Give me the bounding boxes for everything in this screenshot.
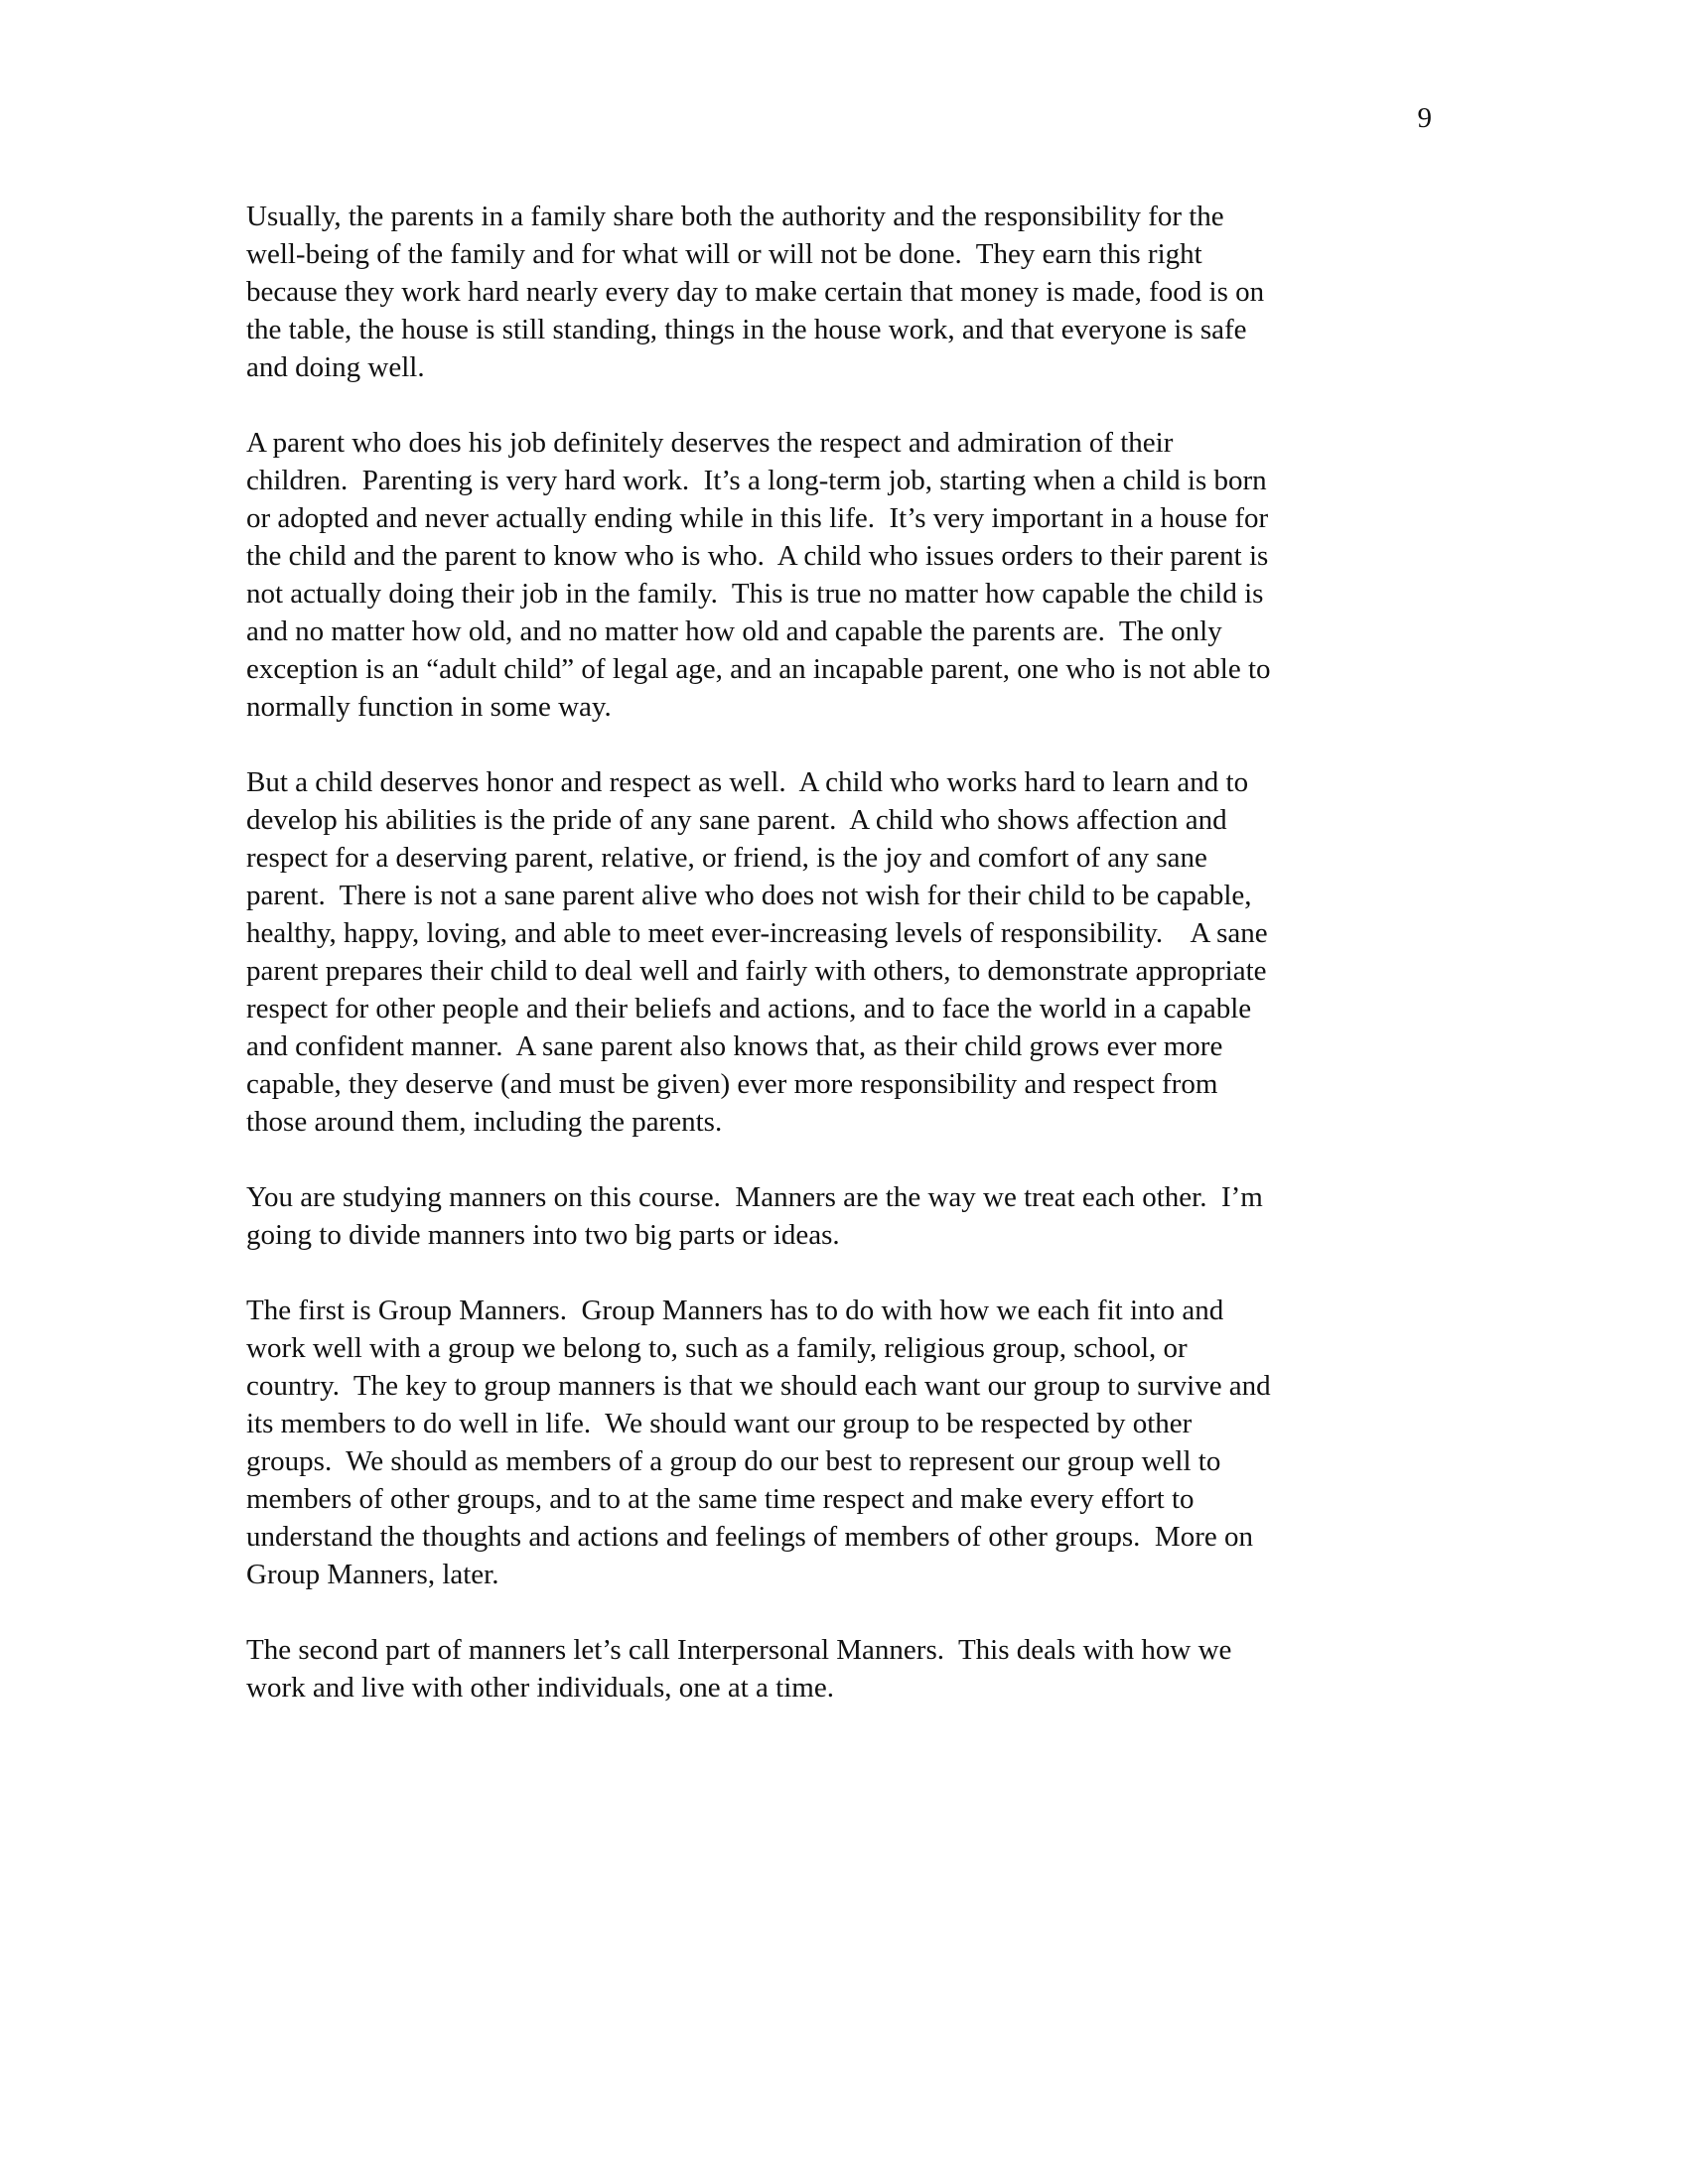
text-line: The second part of manners let’s call Interpersonal Manners. This deals with how we <box>246 1634 1232 1666</box>
text-line: and confident manner. A sane parent also knows that, as their child grows ever more <box>246 1030 1223 1062</box>
text-line: work and live with other individuals, one at a time. <box>246 1672 834 1704</box>
text-line: those around them, including the parents. <box>246 1106 723 1138</box>
text-line: respect for other people and their beliefs and actions, and to face the world in a capable <box>246 993 1252 1024</box>
text-line: exception is an “adult child” of legal age, and an incapable parent, one who is not able to <box>246 653 1271 685</box>
text-line: You are studying manners on this course. Manners are the way we treat each other. I’m <box>246 1181 1263 1213</box>
text-line: A parent who does his job definitely deserves the respect and admiration of their <box>246 427 1174 459</box>
text-line: groups. We should as members of a group do our best to represent our group well to <box>246 1445 1221 1477</box>
body-text <box>246 198 1462 1744</box>
text-line: Group Manners, later. <box>246 1559 499 1590</box>
text-line: healthy, happy, loving, and able to meet ever-increasing levels of responsibility. A sane <box>246 917 1268 949</box>
text-line: country. The key to group manners is that we should each want our group to survive and <box>246 1370 1271 1402</box>
text-line: But a child deserves honor and respect as well. A child who works hard to learn and to <box>246 766 1249 798</box>
text-line: and doing well. <box>246 351 425 383</box>
text-line: not actually doing their job in the family. This is true no matter how capable the child is <box>246 578 1264 610</box>
paragraph-5 <box>246 1292 1462 1593</box>
text-line: or adopted and never actually ending while in this life. It’s very important in a house for <box>246 502 1269 534</box>
text-line: the table, the house is still standing, things in the house work, and that everyone is safe <box>246 314 1247 345</box>
text-line: because they work hard nearly every day to make certain that money is made, food is on <box>246 276 1265 308</box>
text-line: The first is Group Manners. Group Manners has to do with how we each fit into and <box>246 1295 1224 1326</box>
paragraph-1 <box>246 198 1462 386</box>
text-line: parent. There is not a sane parent alive who does not wish for their child to be capable, <box>246 880 1252 911</box>
text-line: Usually, the parents in a family share both the authority and the responsibility for the <box>246 201 1224 232</box>
text-line: develop his abilities is the pride of any sane parent. A child who shows affection and <box>246 804 1227 836</box>
text-line: capable, they deserve (and must be given) ever more responsibility and respect from <box>246 1068 1218 1100</box>
text-line: the child and the parent to know who is who. A child who issues orders to their parent is <box>246 540 1269 572</box>
text-line: and no matter how old, and no matter how old and capable the parents are. The only <box>246 615 1222 647</box>
paragraph-6 <box>246 1631 1462 1706</box>
text-line: work well with a group we belong to, such as a family, religious group, school, or <box>246 1332 1188 1364</box>
text-line: understand the thoughts and actions and feelings of members of other groups. More on <box>246 1521 1253 1553</box>
paragraph-4 <box>246 1178 1462 1254</box>
text-line: respect for a deserving parent, relative, or friend, is the joy and comfort of any sane <box>246 842 1207 874</box>
paragraph-3 <box>246 763 1462 1141</box>
text-line: going to divide manners into two big parts or ideas. <box>246 1219 840 1251</box>
text-line: normally function in some way. <box>246 691 612 723</box>
text-line: its members to do well in life. We should want our group to be respected by other <box>246 1408 1193 1439</box>
text-line: members of other groups, and to at the same time respect and make every effort to <box>246 1483 1195 1515</box>
text-line: parent prepares their child to deal well and fairly with others, to demonstrate appropriate <box>246 955 1267 987</box>
text-line: children. Parenting is very hard work. It’s a long-term job, starting when a child is born <box>246 465 1267 496</box>
text-line: well-being of the family and for what will or will not be done. They earn this right <box>246 238 1202 270</box>
page-number: 9 <box>1417 102 1432 134</box>
paragraph-2 <box>246 424 1462 726</box>
